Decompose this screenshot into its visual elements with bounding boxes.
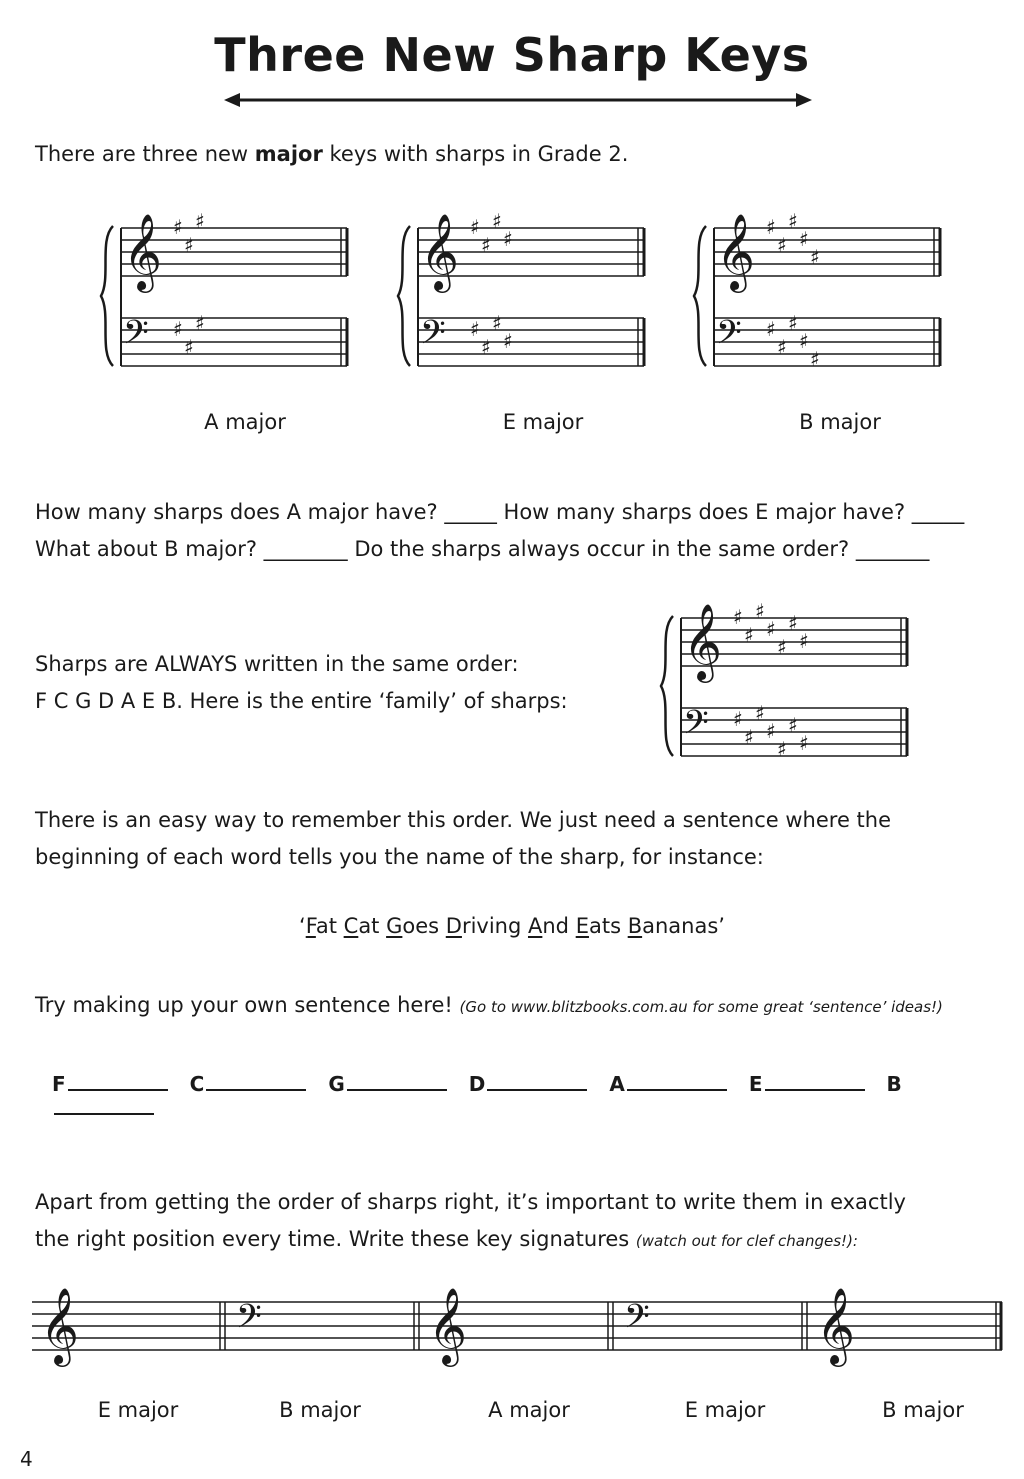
answer-blank[interactable] — [206, 1087, 306, 1091]
grand-staff-a-major — [95, 200, 355, 375]
intro-text: There are three new major keys with sharps in Grade 2. — [35, 142, 629, 166]
sharp-sign: ♯ — [777, 233, 787, 257]
answer-blank[interactable] — [487, 1087, 587, 1091]
sharp-sign: ♯ — [788, 311, 798, 335]
sharp-sign: ♯ — [503, 329, 513, 353]
treble-clef: 𝄞 — [123, 213, 163, 290]
sharp-blanks-row — [52, 1072, 1024, 1120]
mnemonic-sentence: ‘Fat Cat Goes Driving And Eats Bananas’ — [299, 914, 725, 938]
sharp-sign: ♯ — [733, 707, 743, 731]
sharp-sign: ♯ — [777, 737, 787, 761]
exercise-label-2: B major — [279, 1398, 361, 1422]
blank-letter: F — [52, 1072, 66, 1096]
blank-letter: D — [468, 1072, 486, 1096]
apart-aside: (watch out for clef changes!): — [635, 1232, 858, 1250]
bass-clef: 𝄢 — [683, 704, 709, 750]
sharp-sign: ♯ — [799, 227, 809, 251]
key-label-b-major: B major — [799, 410, 881, 434]
page-number: 4 — [20, 1447, 33, 1471]
sharp-sign: ♯ — [788, 611, 798, 635]
sharp-sign: ♯ — [788, 713, 798, 737]
sharp-sign: ♯ — [492, 209, 502, 233]
answer-blank[interactable] — [347, 1087, 447, 1091]
treble-clef: 𝄞 — [420, 213, 460, 290]
sharp-sign: ♯ — [481, 233, 491, 257]
mnemonic-initial: C — [343, 914, 359, 938]
answer-blank[interactable] — [68, 1087, 168, 1091]
blank-letter: C — [189, 1072, 205, 1096]
blank-letter: E — [748, 1072, 763, 1096]
try-text: Try making up your own sentence here! (Go to www.blitzbooks.com.au for some great ‘sentence’ ideas!) — [35, 993, 943, 1017]
intro-bold-word: major — [254, 142, 323, 166]
sharp-sign: ♯ — [733, 605, 743, 629]
sharp-sign: ♯ — [755, 599, 765, 623]
bass-clef: 𝄢 — [123, 314, 149, 360]
sharp-sign: ♯ — [173, 215, 183, 239]
treble-clef: 𝄞 — [683, 603, 723, 680]
question-line-2: What about B major? ________ Do the sharps always occur in the same order? _______ — [35, 537, 930, 561]
sharp-sign: ♯ — [799, 731, 809, 755]
mnemonic-initial: A — [527, 914, 543, 938]
mnemonic-initial: B — [627, 914, 643, 938]
bass-clef: 𝄢 — [236, 1298, 262, 1344]
order-line-2: F C G D A E B. Here is the entire ‘family’ of sharps: — [35, 689, 568, 713]
remember-text — [35, 802, 1010, 876]
sharp-sign: ♯ — [184, 335, 194, 359]
brace — [398, 226, 410, 366]
sharp-sign: ♯ — [799, 629, 809, 653]
bass-clef: 𝄢 — [716, 314, 742, 360]
exercise-staff — [30, 1280, 1005, 1380]
sharp-sign: ♯ — [195, 209, 205, 233]
try-aside: (Go to www.blitzbooks.com.au for some great ‘sentence’ ideas!) — [459, 998, 943, 1016]
blank-letter: A — [609, 1072, 625, 1096]
exercise-label-4: E major — [684, 1398, 766, 1422]
questions — [35, 494, 1010, 568]
apart-text: Apart from getting the order of sharps right, it’s important to write them in exactly the right position every time. Write these key signatures (watch out for clef changes!): — [35, 1184, 1010, 1260]
mnemonic-initial: E — [575, 914, 589, 938]
order-line-1: Sharps are ALWAYS written in the same order: — [35, 652, 519, 676]
sharp-sign: ♯ — [492, 311, 502, 335]
treble-clef: 𝄞 — [816, 1287, 856, 1364]
title-arrow — [222, 90, 814, 110]
exercise-label-5: B major — [882, 1398, 964, 1422]
mnemonic-initial: G — [386, 914, 403, 938]
sharp-sign: ♯ — [481, 335, 491, 359]
sharp-sign: ♯ — [810, 347, 820, 371]
bass-clef: 𝄢 — [624, 1298, 650, 1344]
sharp-sign: ♯ — [744, 623, 754, 647]
brace — [694, 226, 706, 366]
sharp-sign: ♯ — [470, 317, 480, 341]
apart-line-1: Apart from getting the order of sharps right, it’s important to write them in exactly — [35, 1190, 906, 1214]
treble-clef: 𝄞 — [716, 213, 756, 290]
sharp-sign: ♯ — [470, 215, 480, 239]
answer-blank[interactable] — [627, 1087, 727, 1091]
bass-clef: 𝄢 — [420, 314, 446, 360]
treble-clef: 𝄞 — [428, 1287, 468, 1364]
brace — [661, 616, 673, 756]
grand-staff-e-major — [392, 200, 652, 375]
sharp-sign: ♯ — [766, 215, 776, 239]
sharp-sign: ♯ — [755, 701, 765, 725]
exercise-label-3: A major — [488, 1398, 570, 1422]
exercise-label-1: E major — [97, 1398, 179, 1422]
sharp-sign: ♯ — [173, 317, 183, 341]
grand-staff-b-major — [688, 200, 948, 375]
sharp-sign: ♯ — [799, 329, 809, 353]
sharp-sign: ♯ — [195, 311, 205, 335]
page-title: Three New Sharp Keys — [214, 28, 810, 82]
grand-staff-all-sharps — [655, 590, 915, 765]
sharp-sign: ♯ — [766, 317, 776, 341]
answer-blank[interactable] — [765, 1087, 865, 1091]
remember-line-2: beginning of each word tells you the name of the sharp, for instance: — [35, 845, 764, 869]
sharp-sign: ♯ — [744, 725, 754, 749]
mnemonic-initial: D — [445, 914, 462, 938]
sharp-sign: ♯ — [810, 245, 820, 269]
key-label-a-major: A major — [204, 410, 286, 434]
brace — [101, 226, 113, 366]
sharp-sign: ♯ — [766, 719, 776, 743]
treble-clef: 𝄞 — [40, 1287, 80, 1364]
answer-blank[interactable] — [54, 1111, 154, 1115]
sharp-sign: ♯ — [788, 209, 798, 233]
order-text — [35, 646, 568, 720]
sharp-sign: ♯ — [503, 227, 513, 251]
sharp-sign: ♯ — [777, 335, 787, 359]
remember-line-1: There is an easy way to remember this order. We just need a sentence where the — [35, 808, 891, 832]
blank-letter: G — [328, 1072, 345, 1096]
sharp-sign: ♯ — [766, 617, 776, 641]
key-label-e-major: E major — [502, 410, 584, 434]
sharp-sign: ♯ — [777, 635, 787, 659]
mnemonic-initial: F — [305, 914, 316, 938]
blank-letter: B — [886, 1072, 902, 1096]
sharp-sign: ♯ — [184, 233, 194, 257]
question-line-1: How many sharps does A major have? _____ How many sharps does E major have? _____ — [35, 500, 965, 524]
